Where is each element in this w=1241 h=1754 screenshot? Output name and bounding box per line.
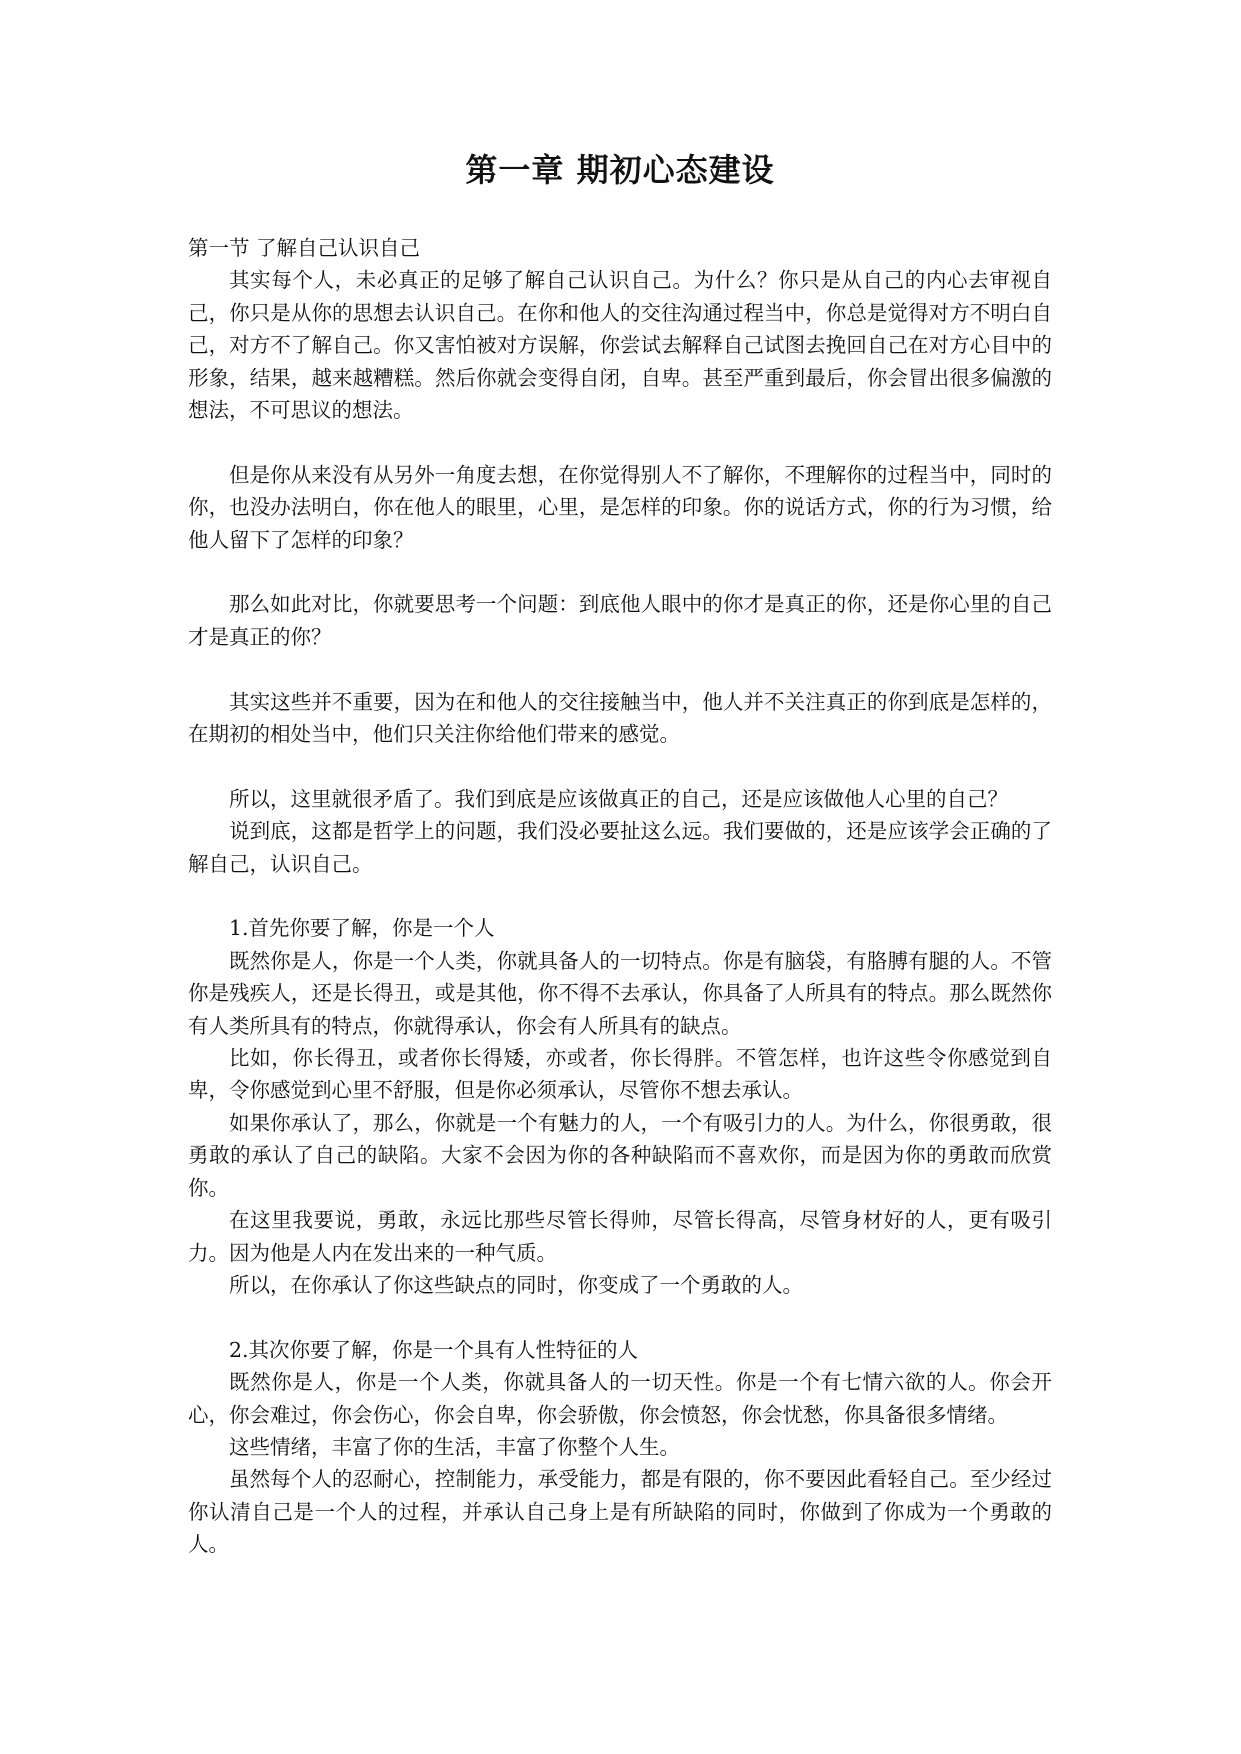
document-page [188, 150, 1052, 1561]
paragraph: 所以，这里就很矛盾了。我们到底是应该做真正的自己，还是应该做他人心里的自己？ [229, 786, 1008, 811]
subheading-2: 2.其次你要了解，你是一个具有人性特征的人 [229, 1337, 639, 1362]
subheading-1: 1.首先你要了解，你是一个人 [229, 916, 495, 941]
paragraph-gap [188, 426, 1052, 458]
paragraph: 其实这些并不重要，因为在和他人的交往接触当中，他人并不关注真正的你到底是怎样的，在期初的相处当中，他们只关注你给他们带来的感觉。 [188, 689, 1052, 747]
section-title: 第一节 了解自己认识自己 [188, 236, 421, 260]
paragraph: 比如，你长得丑，或者你长得矮，亦或者，你长得胖。不管怎样，也许这些令你感觉到自卑，令你感觉到心里不舒服，但是你必须承认，尽管你不想去承认。 [188, 1046, 1052, 1103]
paragraph: 既然你是人，你是一个人类，你就具备人的一切特点。你是有脑袋，有胳膊有腿的人。不管你是残疾人，还是长得丑，或是其他，你不得不去承认，你具备了人所具有的特点。那么既然你有人类所具有的特点，你就得承认，你会有人所具有的缺点。 [188, 948, 1052, 1038]
paragraph: 如果你承认了，那么，你就是一个有魅力的人，一个有吸引力的人。为什么，你很勇敢，很勇敢的承认了自己的缺陷。大家不会因为你的各种缺陷而不喜欢你，而是因为你的勇敢而欣赏你。 [188, 1110, 1052, 1200]
paragraph: 既然你是人，你是一个人类，你就具备人的一切天性。你是一个有七情六欲的人。你会开心，你会难过，你会伤心，你会自卑，你会骄傲，你会愤怒，你会忧愁，你具备很多情绪。 [188, 1370, 1052, 1427]
paragraph: 在这里我要说，勇敢，永远比那些尽管长得帅，尽管长得高，尽管身材好的人，更有吸引力。因为他是人内在发出来的一种气质。 [188, 1208, 1052, 1265]
chapter-title: 第一章 期初心态建设 [465, 151, 775, 189]
paragraph-gap [188, 653, 1052, 685]
paragraph: 所以，在你承认了你这些缺点的同时，你变成了一个勇敢的人。 [229, 1272, 803, 1297]
paragraph-gap [188, 556, 1052, 588]
paragraph: 其实每个人，未必真正的足够了解自己认识自己。为什么？你只是从自己的内心去审视自己，你只是从你的思想去认识自己。在你和他人的交往沟通过程当中，你总是觉得对方不明白自己，对方不了解自己。你又害怕被对方误解，你尝试去解释自己试图去挽回自己在对方心目中的形象，结果，越来越糟糕。然后你就会变得自闭，自卑。甚至严重到最后，你会冒出很多偏激的想法，不可思议的想法。 [188, 268, 1052, 423]
paragraph: 那么如此对比，你就要思考一个问题：到底他人眼中的你才是真正的你，还是你心里的自己才是真正的你？ [188, 592, 1052, 649]
paragraph: 虽然每个人的忍耐心，控制能力，承受能力，都是有限的，你不要因此看轻自己。至少经过你认清自己是一个人的过程，并承认自己身上是有所缺陷的同时，你做到了你成为一个勇敢的人。 [188, 1467, 1052, 1557]
paragraph-gap [188, 750, 1052, 782]
paragraph: 说到底，这都是哲学上的问题，我们没必要扯这么远。我们要做的，还是应该学会正确的了解自己，认识自己。 [188, 819, 1052, 876]
paragraph: 但是你从来没有从另外一角度去想，在你觉得别人不了解你，不理解你的过程当中，同时的你，也没办法明白，你在他人的眼里，心里，是怎样的印象。你的说话方式，你的行为习惯，给他人留下了怎样的印象？ [188, 462, 1052, 552]
paragraph-gap [188, 1301, 1052, 1333]
paragraph-gap [188, 880, 1052, 912]
paragraph: 这些情绪，丰富了你的生活，丰富了你整个人生。 [229, 1434, 680, 1459]
